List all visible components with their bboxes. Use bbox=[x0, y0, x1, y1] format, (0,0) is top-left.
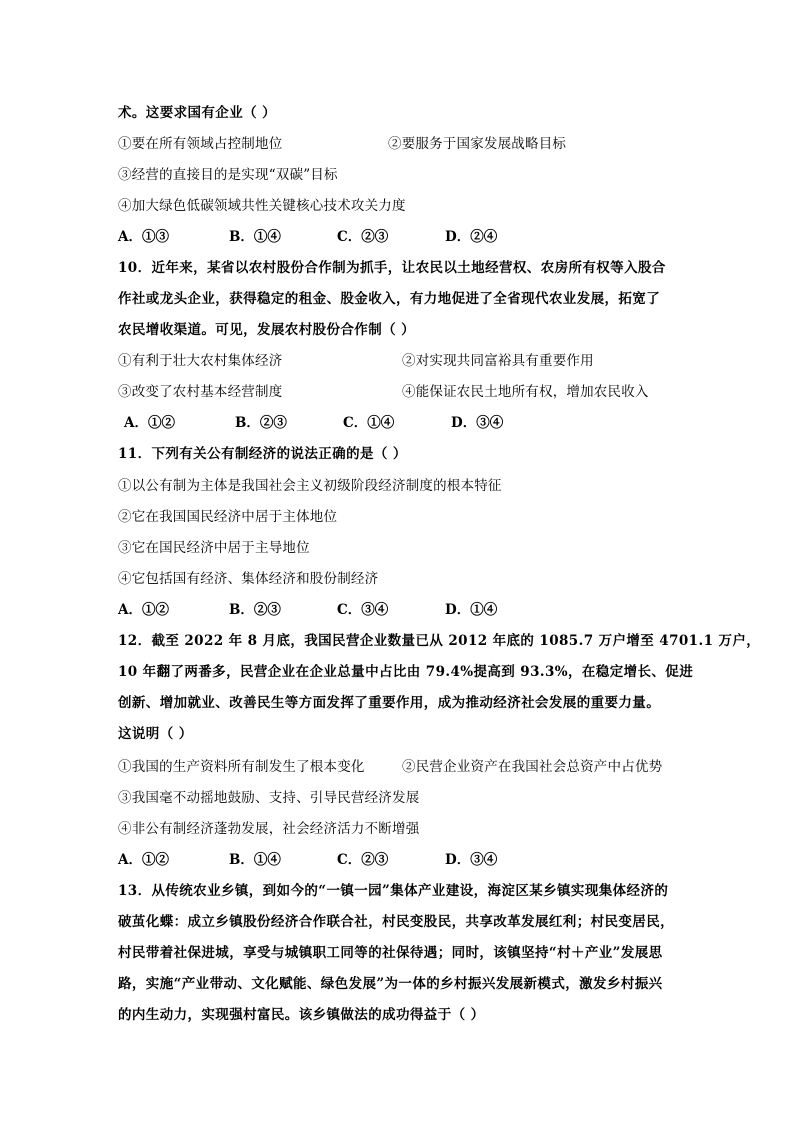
q10-option-row-2 bbox=[118, 382, 678, 402]
q9-option-1: ①要在所有领域占控制地位 bbox=[118, 136, 283, 152]
q10-answer-b: B．②③ bbox=[235, 415, 287, 431]
q12-option-row-1 bbox=[118, 757, 678, 777]
q12-answer-c: C．②③ bbox=[337, 852, 389, 868]
q12-answer-b: B．①④ bbox=[229, 852, 281, 868]
q11-option-4: ④它包括国有经济、集体经济和股份制经济 bbox=[118, 571, 379, 587]
q10-answer-a: A．①② bbox=[124, 415, 175, 431]
q9-option-2: ②要服务于国家发展战略目标 bbox=[388, 136, 567, 152]
q12-stem-line-4: 这说明（ ） bbox=[118, 726, 193, 742]
q10-option-1: ①有利于壮大农村集体经济 bbox=[118, 353, 283, 369]
q11-answer-a: A．①② bbox=[118, 602, 169, 618]
q12-option-3: ③我国毫不动摇地鼓励、支持、引导民营经济发展 bbox=[118, 790, 420, 806]
q13-stem-line-1: 13．从传统农业乡镇，到如今的“一镇一园”集体产业建设，海淀区某乡镇实现集体经济的 bbox=[118, 883, 669, 899]
q13-stem-line-3: 村民带着社保进城，享受与城镇职工同等的社保待遇；同时，该镇坚持“村＋产业”发展思 bbox=[118, 945, 663, 961]
q13-stem-line-4: 路，实施“产业带动、文化赋能、绿色发展”为一体的乡村振兴发展新模式，激发乡村振兴 bbox=[118, 976, 663, 992]
q12-stem-line-3: 创新、增加就业、改善民生等方面发挥了重要作用，成为推动经济社会发展的重要力量。 bbox=[118, 695, 661, 711]
q10-answer-c: C．①④ bbox=[343, 415, 395, 431]
q12-option-1: ①我国的生产资料所有制发生了根本变化 bbox=[118, 759, 365, 775]
q11-option-2: ②它在我国国民经济中居于主体地位 bbox=[118, 509, 338, 525]
q9-answer-b: B．①④ bbox=[229, 229, 281, 245]
q12-answer-a: A．①② bbox=[118, 852, 169, 868]
q10-stem-line-3: 农民增收渠道。可见，发展农村股份合作制（ ） bbox=[118, 322, 415, 338]
q10-option-4: ④能保证农民土地所有权，增加农民收入 bbox=[402, 384, 649, 400]
q12-option-4: ④非公有制经济蓬勃发展，社会经济活力不断增强 bbox=[118, 821, 420, 837]
q12-answer-d: D．③④ bbox=[445, 852, 498, 868]
q12-stem-line-1: 12．截至 2022 年 8 月底，我国民营企业数量已从 2012 年底的 1085.7 万户增至 4701.1 万户， bbox=[118, 633, 761, 649]
q13-stem-line-5: 的内生动力，实现强村富民。该乡镇做法的成功得益于（ ） bbox=[118, 1007, 485, 1023]
q11-option-3: ③它在国民经济中居于主导地位 bbox=[118, 540, 310, 556]
q9-answer-d: D．②④ bbox=[445, 229, 498, 245]
q9-option-3: ③经营的直接目的是实现“双碳”目标 bbox=[118, 167, 338, 183]
q10-stem-line-2: 作社或龙头企业，获得稳定的租金、股金收入，有力地促进了全省现代农业发展，拓宽了 bbox=[118, 291, 661, 307]
q12-option-2: ②民营企业资产在我国社会总资产中占优势 bbox=[402, 759, 663, 775]
q10-option-row-1 bbox=[118, 351, 678, 371]
q9-stem-end: 术。这要求国有企业（ ） bbox=[118, 105, 276, 121]
q10-stem-line-1: 10．近年来，某省以农村股份合作制为抓手，让农民以土地经营权、农房所有权等入股合 bbox=[118, 260, 666, 276]
q13-stem-line-2: 破茧化蝶：成立乡镇股份经济合作联合社，村民变股民，共享改革发展红利；村民变居民， bbox=[118, 914, 674, 930]
q10-answer-d: D．③④ bbox=[451, 415, 504, 431]
q10-option-2: ②对实现共同富裕具有重要作用 bbox=[402, 353, 594, 369]
q10-option-3: ③改变了农村基本经营制度 bbox=[118, 384, 283, 400]
q9-option-row-1 bbox=[118, 134, 678, 154]
q11-answer-c: C．③④ bbox=[337, 602, 389, 618]
q11-stem-line-1: 11．下列有关公有制经济的说法正确的是（ ） bbox=[118, 446, 407, 462]
q11-answer-b: B．②③ bbox=[229, 602, 281, 618]
q9-option-4: ④加大绿色低碳领域共性关键核心技术攻关力度 bbox=[118, 198, 406, 214]
q11-answer-d: D．①④ bbox=[445, 602, 498, 618]
q9-answer-a: A．①③ bbox=[118, 229, 169, 245]
q11-option-1: ①以公有制为主体是我国社会主义初级阶段经济制度的根本特征 bbox=[118, 478, 502, 494]
q9-answer-c: C．②③ bbox=[337, 229, 389, 245]
q12-stem-line-2: 10 年翻了两番多，民营企业在企业总量中占比由 79.4%提高到 93.3%，在稳定增长、促进 bbox=[118, 664, 694, 680]
